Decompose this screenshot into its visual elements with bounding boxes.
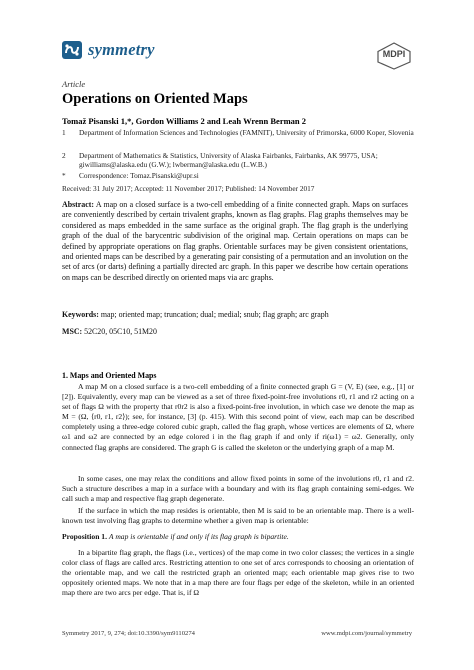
keywords-label: Keywords: bbox=[62, 310, 99, 319]
section-heading: 1. Maps and Oriented Maps bbox=[62, 371, 157, 380]
paragraph-text: In some cases, one may relax the conditions and allow fixed points in some of the involutions r0, r1 and r2. Such a structure describes a map in a surface with a boundary and with its flag graph containing semi-edges. We call such a map and respective flag graph degenerate. bbox=[62, 474, 414, 504]
affiliation-mark: 1 bbox=[62, 128, 66, 137]
body-paragraph-3 bbox=[62, 506, 414, 527]
footer-url[interactable]: www.mdpi.com/journal/symmetry bbox=[321, 630, 412, 637]
paper-title: Operations on Oriented Maps bbox=[62, 91, 248, 107]
footer-citation[interactable]: Symmetry 2017, 9, 274; doi:10.3390/sym9110274 bbox=[62, 630, 195, 637]
affiliation-mark: * bbox=[62, 171, 66, 180]
keywords-text: map; oriented map; truncation; dual; medial; snub; flag graph; arc graph bbox=[100, 310, 329, 319]
publication-dates: Received: 31 July 2017; Accepted: 11 November 2017; Published: 14 November 2017 bbox=[62, 184, 315, 193]
correspondence bbox=[62, 171, 422, 181]
affiliation-mark: 2 bbox=[62, 151, 66, 160]
msc-codes bbox=[62, 327, 157, 336]
journal-name[interactable]: symmetry bbox=[88, 40, 155, 59]
affiliation-2 bbox=[62, 151, 422, 170]
abstract-label: Abstract: bbox=[62, 200, 94, 209]
msc-label: MSC: bbox=[62, 327, 83, 336]
paragraph-text: A map M on a closed surface is a two-cell embedding of a finite connected graph G = (V, E) (see, e.g., [1] or [2]). Equivalently, every map can be viewed as a set of three fixed-point-free involutions r0, r1 and r2 acting on a set of flags Ω with the property that r0r2 is also a fixed-point-free involution, in which case we denote the map as M = (Ω, ⟨r0, r1, r2⟩); see, for instance, [3] (p. 415). With this second point of view, each map can be described completely using a three-edge colored cubic graph, called the flag graph, whose vertices are elements of Ω, where ω1 and ω2 are connected by an edge colored i in the flag graph if and only if ri(ω1) = ω2. Generally, only connected flag graphs are considered. The graph G is called the skeleton or the underlying graph of a map M. bbox=[62, 382, 414, 452]
keywords bbox=[62, 310, 408, 319]
paragraph-text: If the surface in which the map resides is orientable, then M is said to be an orientable map. There is a well-known test involving flag graphs to determine whether a given map is orientable: bbox=[62, 506, 414, 526]
body-paragraph-1 bbox=[62, 382, 414, 472]
proposition bbox=[62, 532, 289, 541]
author-list: Tomaž Pisanski 1,*, Gordon Williams 2 and Leah Wrenn Berman 2 bbox=[62, 116, 307, 126]
mdpi-logo-icon[interactable] bbox=[376, 42, 412, 70]
publisher-logo-text: MDPI bbox=[382, 49, 406, 59]
body-paragraph-2 bbox=[62, 474, 414, 505]
proposition-label: Proposition 1. bbox=[62, 532, 108, 541]
affiliation-text: Department of Information Sciences and Technologies (FAMNIT), University of Primorska, 6000 Koper, Slovenia bbox=[79, 128, 414, 137]
paragraph-text: In a bipartite flag graph, the flags (i.e., vertices) of the map come in two color classes; the vertices in a single color class of flags are called arcs. Restricting attention to one set of arcs corresponds to choosing an orientation of the orientable map, and we call the restricted graph an oriented map; each orientable map gives rise to two oppositely oriented maps. We note that in a map there are four flags per edge of the skeleton, while in an oriented map there are two arcs per edge. That is, if Ω bbox=[62, 548, 414, 598]
affiliation-text[interactable]: Department of Mathematics & Statistics, University of Alaska Fairbanks, Fairbanks, AK 99775, USA; giwilliams@alaska.edu (G.W.); lwberman@alaska.edu (L.W.B.) bbox=[79, 151, 378, 170]
correspondence-email[interactable]: Correspondence: Tomaz.Pisanski@upr.si bbox=[79, 171, 199, 180]
body-paragraph-4 bbox=[62, 548, 414, 610]
abstract bbox=[62, 200, 408, 283]
affiliation-1 bbox=[62, 128, 422, 147]
msc-text: 52C20, 05C10, 51M20 bbox=[84, 327, 157, 336]
proposition-text: A map is orientable if and only if its flag graph is bipartite. bbox=[108, 532, 289, 541]
abstract-text: A map on a closed surface is a two-cell embedding of a finite connected graph. Maps on surfaces are conveniently described by certain trivalent graphs, known as flag graphs. Flag graphs themselves may be considered as maps embedded in the same surface as the original graph. The flag graph is the underlying graph of the dual of the barycentric subdivision of the original map. Certain operations on maps can be defined by appropriate operations on flag graphs. Orientable surfaces may be given consistent orientations, and oriented maps can be described by a generating pair consisting of a permutation and an involution on the set of arcs (or darts) defining a partially directed arc graph. In this paper we describe how certain operations on maps can be described directly on oriented maps via arc graphs. bbox=[62, 200, 409, 282]
journal-logo-icon bbox=[62, 41, 82, 59]
article-type: Article bbox=[62, 79, 86, 89]
